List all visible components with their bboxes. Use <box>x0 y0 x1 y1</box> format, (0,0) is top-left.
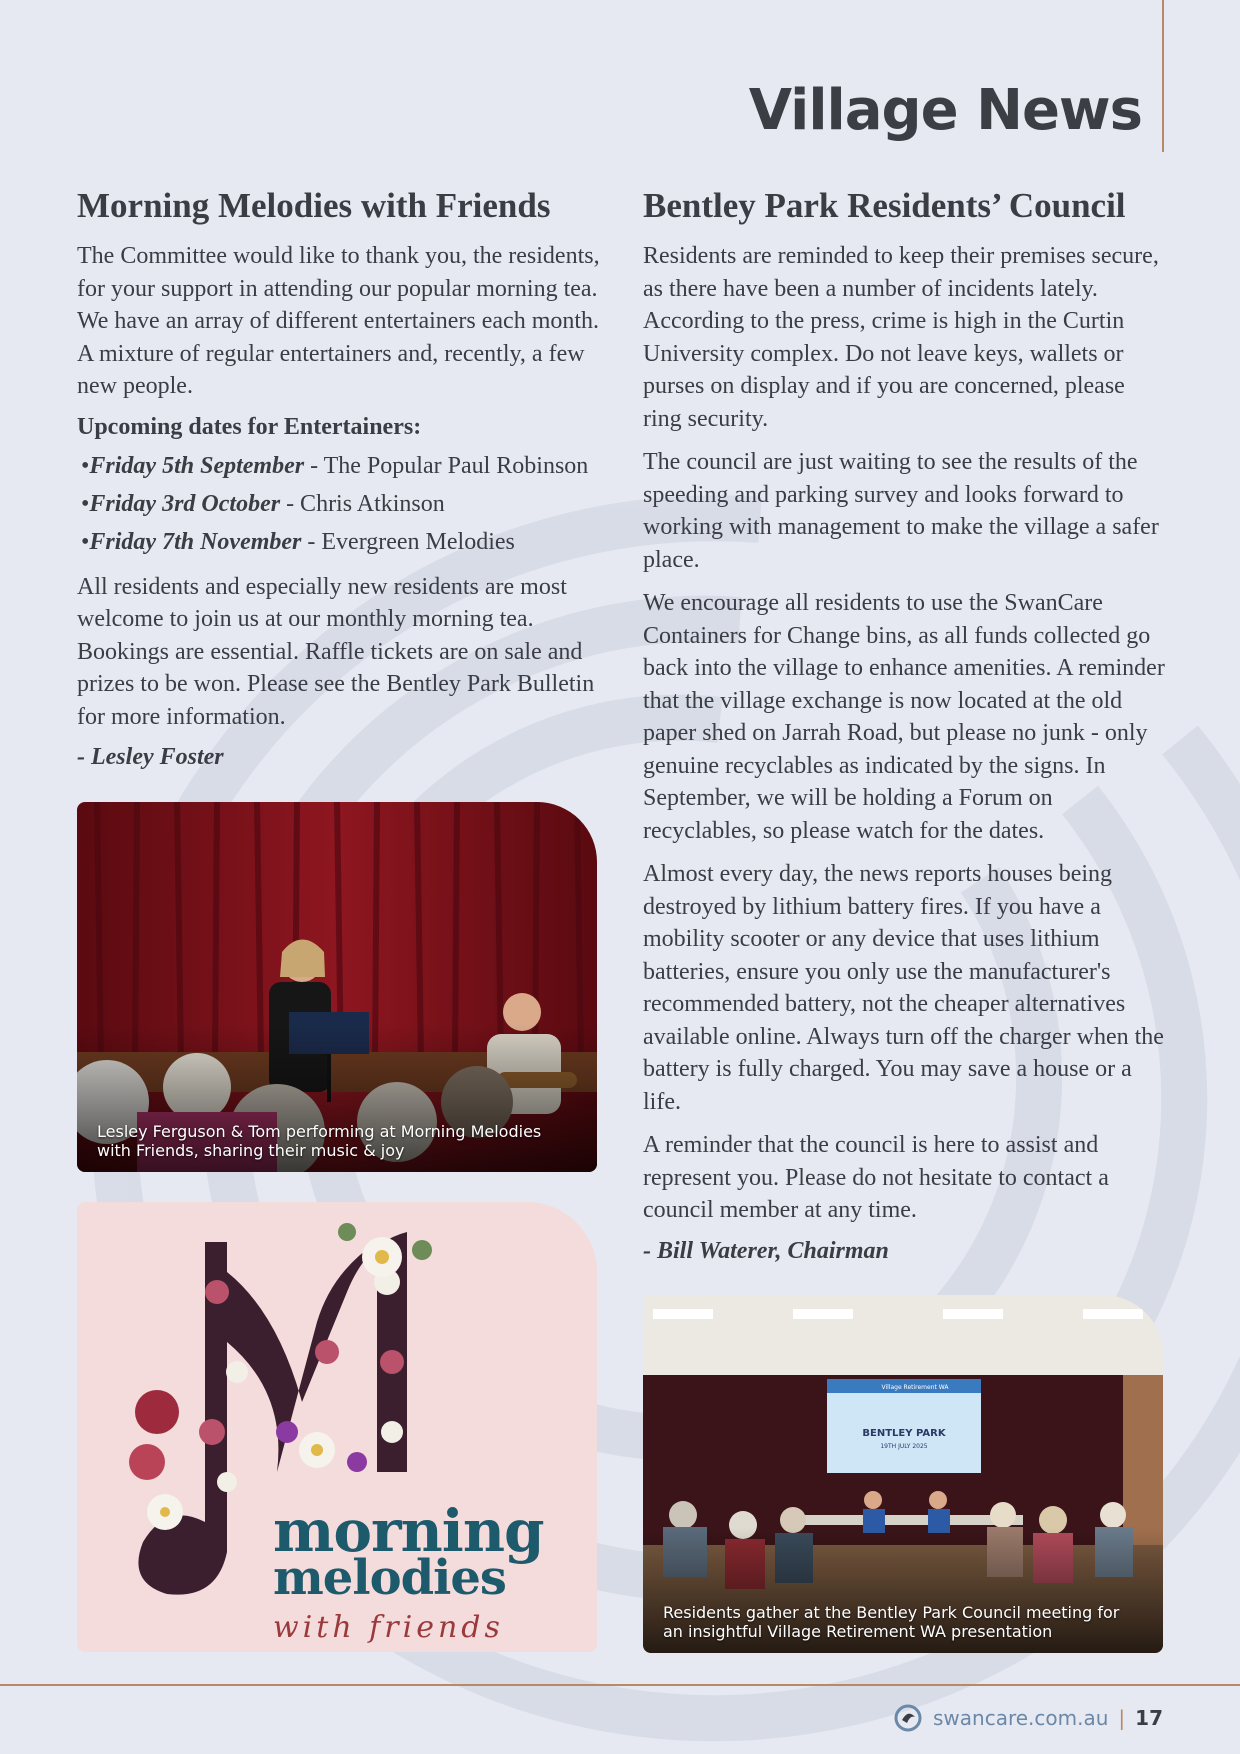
right-article <box>643 186 1165 1265</box>
page-footer <box>893 1703 1163 1733</box>
meeting-hall-illustration <box>643 1295 1163 1653</box>
performers-photo <box>77 802 597 1172</box>
left-article-heading: Morning Melodies with Friends <box>77 186 551 225</box>
council-photo-caption: Residents gather at the Bentley Park Council meeting for an insightful Village Retirement WA presentation <box>663 1603 1120 1641</box>
council-meeting-photo <box>643 1295 1163 1653</box>
stage-illustration <box>77 802 597 1172</box>
right-article-signature: - Bill Waterer, Chairman <box>643 1237 889 1264</box>
footer-separator: | <box>1118 1706 1126 1730</box>
right-article-paragraph: A reminder that the council is here to assist and represent you. Please do not hesitate to contact a council member at any time. <box>643 1132 1109 1223</box>
right-article-paragraph: Almost every day, the news reports houses being destroyed by lithium battery fires. If you have a mobility scooter or any device that uses lithium batteries, ensure you only use the manufacturer's recommended battery, not the cheaper alternatives available online. Always turn off the charger when the battery is fully charged. You may save a house or a life. <box>643 861 1164 1115</box>
list-item: •Friday 3rd October - Chris Atkinson <box>81 490 445 517</box>
right-article-paragraph: Residents are reminded to keep their premises secure, as there have been a number of incidents lately. According to the press, crime is high in the Curtin University complex. Do not leave keys, wallets or purses on display and if you are concerned, please ring security. <box>643 243 1159 432</box>
upcoming-dates-subheading: Upcoming dates for Entertainers: <box>77 413 422 440</box>
left-article-signature: - Lesley Foster <box>77 744 224 770</box>
performers-photo-caption: Lesley Ferguson & Tom performing at Morning Melodies with Friends, sharing their music & joy <box>97 1122 542 1160</box>
morning-melodies-logo <box>77 1202 597 1652</box>
entertainer-dates-list <box>77 447 607 561</box>
title-accent-line <box>1162 0 1164 152</box>
promo-word-with-friends: with friends <box>273 1610 504 1645</box>
footer-website-link[interactable]: swancare.com.au <box>932 1706 1109 1730</box>
left-article <box>77 186 607 771</box>
page-title: Village News <box>748 78 1142 143</box>
promo-word-melodies: melodies <box>273 1550 506 1606</box>
list-item: •Friday 7th November - Evergreen Melodies <box>81 528 515 555</box>
swancare-logo-icon <box>893 1703 923 1733</box>
right-article-heading: Bentley Park Residents’ Council <box>643 186 1126 225</box>
page-number: 17 <box>1135 1706 1163 1730</box>
footer-divider <box>0 1684 1240 1686</box>
promo-word-morning: morning <box>273 1497 544 1565</box>
right-article-paragraph: The council are just waiting to see the results of the speeding and parking survey and looks forward to working with management to make the village a safer place. <box>643 449 1159 573</box>
list-item: •Friday 5th September - The Popular Paul Robinson <box>81 452 589 479</box>
right-article-paragraph: We encourage all residents to use the SwanCare Containers for Change bins, as all funds collected go back into the village to enhance amenities. A reminder that the village exchange is now located at the old paper shed on Jarrah Road, but please no junk - only genuine recyclables as indicated by the signs. In September, we will be holding a Forum on recyclables, so please watch for the dates. <box>643 590 1165 844</box>
left-article-closing: All residents and especially new residents are most welcome to join us at our monthly morning tea. Bookings are essential. Raffle tickets are on sale and prizes to be won. Please see the Bentley Park Bulletin for more information. <box>77 573 595 730</box>
left-article-intro: The Committee would like to thank you, the residents, for your support in attending our popular morning tea. We have an array of different entertainers each month. A mixture of regular entertainers and, recently, a few new people. <box>77 243 600 399</box>
